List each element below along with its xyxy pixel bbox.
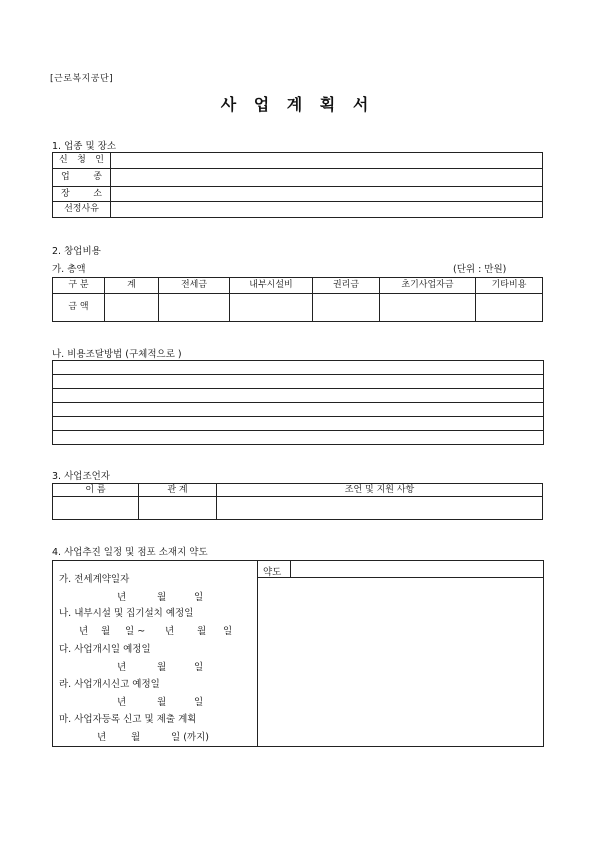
applicant-label: 신 청 인	[53, 153, 111, 169]
business-info-table	[52, 152, 543, 218]
cost-header-total: 계	[105, 278, 159, 294]
schedule-box: 약도 가. 전세계약일자 년 월 일 나. 내부시설 및 집기설치 예정일 년 월 일 ~ 년 월 일 다. 사업개시일 예정일 년 월 일 라. 사업개시신고 예정일 년 월 일 마. 사업자등록 신고 및 제출 계획 년 월 일 (까지)	[52, 560, 544, 747]
section2b-title: 나. 비용조달방법 (구체적으로 )	[52, 349, 182, 360]
advisor-header-name: 이 름	[53, 484, 139, 497]
section3-title: 3. 사업조언자	[52, 471, 110, 482]
selection-reason-field[interactable]	[111, 202, 543, 218]
cost-initial-fund-field[interactable]	[380, 294, 476, 322]
schedule-item-lease: 가. 전세계약일자	[59, 574, 130, 585]
ruled-line	[53, 430, 543, 431]
map-label: 약도	[263, 567, 282, 578]
advisor-table	[52, 483, 543, 520]
cost-total-field[interactable]	[105, 294, 159, 322]
cost-header-other: 기타비용	[476, 278, 543, 294]
ruled-line	[53, 402, 543, 403]
ruled-line	[53, 388, 543, 389]
business-type-field[interactable]	[111, 169, 543, 187]
applicant-field[interactable]	[111, 153, 543, 169]
schedule-item-interior: 나. 내부시설 및 집기설치 예정일	[59, 608, 194, 619]
organization-name: [근로복지공단]	[50, 74, 114, 84]
cost-table	[52, 277, 543, 322]
schedule-item-opening-report: 라. 사업개시신고 예정일	[59, 679, 160, 690]
cost-interior-field[interactable]	[230, 294, 313, 322]
cost-header-premium: 권리금	[313, 278, 380, 294]
advisor-header-advice: 조언 및 지원 사항	[217, 484, 543, 497]
section4-title: 4. 사업추진 일정 및 점포 소재지 약도	[52, 547, 208, 558]
section2-sub-a: 가. 총액	[52, 264, 86, 275]
advisor-header-relation: 관 계	[139, 484, 217, 497]
map-label-cell	[258, 561, 291, 577]
page-title: 사 업 계 획 서	[220, 95, 375, 114]
advisor-name-field[interactable]	[53, 497, 139, 520]
ruled-line	[53, 374, 543, 375]
cost-row-label: 금 액	[53, 294, 105, 322]
cost-header-initial-fund: 초기사업자금	[380, 278, 476, 294]
unit-note: (단위 : 만원)	[453, 264, 507, 275]
cost-header-deposit: 전세금	[159, 278, 230, 294]
location-label: 장 소	[53, 187, 111, 202]
cost-header-category: 구 분	[53, 278, 105, 294]
schedule-item-opening: 다. 사업개시일 예정일	[59, 644, 151, 655]
schedule-item-registration: 마. 사업자등록 신고 및 제출 계획	[59, 714, 197, 725]
advisor-relation-field[interactable]	[139, 497, 217, 520]
section1-title: 1. 업종 및 장소	[52, 141, 117, 152]
cost-premium-field[interactable]	[313, 294, 380, 322]
cost-other-field[interactable]	[476, 294, 543, 322]
selection-reason-label: 선정사유	[53, 202, 111, 218]
ruled-line	[53, 416, 543, 417]
business-type-label: 업 종	[53, 169, 111, 187]
cost-deposit-field[interactable]	[159, 294, 230, 322]
map-area[interactable]	[258, 578, 543, 746]
location-field[interactable]	[111, 187, 543, 202]
map-header	[258, 561, 543, 578]
section2-title: 2. 창업비용	[52, 246, 101, 257]
funding-method-box[interactable]	[52, 360, 544, 445]
advisor-advice-field[interactable]	[217, 497, 543, 520]
cost-header-interior: 내부시설비	[230, 278, 313, 294]
